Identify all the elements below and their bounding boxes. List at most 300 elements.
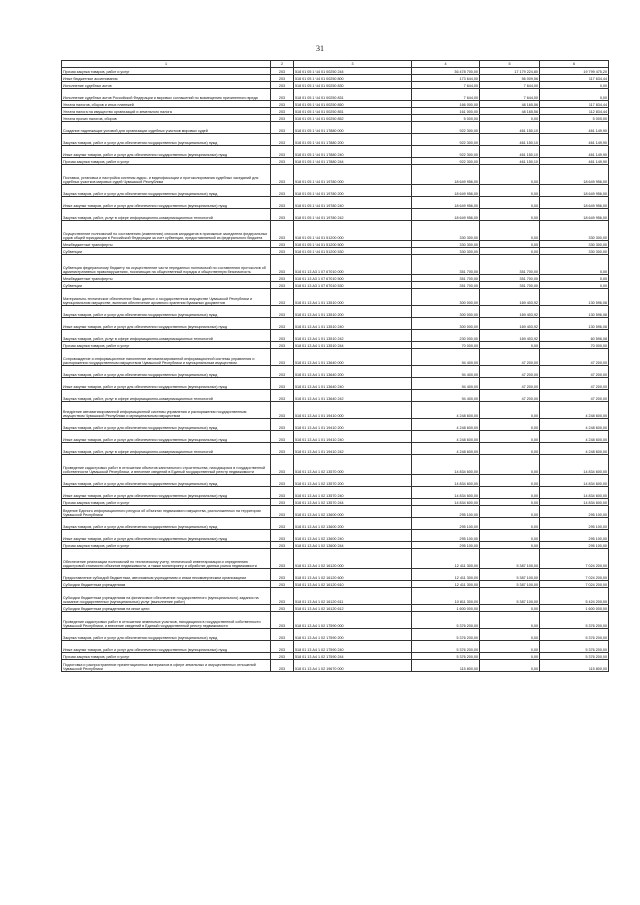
executed-amount-cell: 169 403,92	[480, 289, 540, 306]
executed-amount-cell: 0,00	[480, 612, 540, 629]
budget-code-cell: 518 01 13 А4 1 02 17590 240	[294, 641, 412, 653]
executed-amount-cell: 0,00	[480, 660, 540, 672]
approved-amount-cell: 14 834 600,00	[412, 487, 480, 499]
admin-code-cell: 203	[271, 366, 294, 378]
table-row	[62, 101, 609, 108]
admin-code-cell: 203	[271, 518, 294, 530]
executed-amount-cell: 351 700,00	[480, 255, 540, 275]
admin-code-cell: 203	[271, 581, 294, 588]
admin-code-cell: 203	[271, 282, 294, 289]
remaining-amount-cell: 5 376 200,00	[540, 641, 609, 653]
item-name-cell: Закупка товаров, работ и услуг для обеспечения государственных (муниципальных) нужд	[62, 306, 271, 318]
approved-amount-cell: 14 834 600,00	[412, 455, 480, 475]
budget-code-cell: 518 01 05 1 Ч4 01 51200 500	[294, 241, 412, 248]
budget-code-cell: 518 01 13 А4 1 02 16120 610	[294, 581, 412, 588]
remaining-amount-cell: 130 596,08	[540, 289, 609, 306]
budget-code-cell: 518 01 13 А4 1 01 19410 000	[294, 402, 412, 419]
column-header: 3	[294, 61, 412, 68]
admin-code-cell: 203	[271, 108, 294, 115]
admin-code-cell: 203	[271, 115, 294, 122]
approved-amount-cell: 36 478 700,00	[412, 68, 480, 75]
admin-code-cell: 203	[271, 487, 294, 499]
executed-amount-cell: 47 200,00	[480, 378, 540, 390]
remaining-amount-cell: 18 649 956,00	[540, 165, 609, 185]
executed-amount-cell: 0,00	[480, 241, 540, 248]
admin-code-cell: 203	[271, 443, 294, 455]
executed-amount-cell: 0,00	[480, 475, 540, 487]
budget-code-cell: 518 01 13 А4 1 01 13640 240	[294, 378, 412, 390]
item-name-cell: Закупка товаров, работ и услуг для обеспечения государственных (муниципальных) нужд	[62, 366, 271, 378]
table-row	[62, 612, 609, 629]
executed-amount-cell: 7 644,00	[480, 89, 540, 101]
remaining-amount-cell: 18 649 956,00	[540, 185, 609, 197]
budget-code-cell: 518 01 05 1 Ч4 01 00250 850	[294, 101, 412, 108]
table-row	[62, 318, 609, 330]
executed-amount-cell: 0,00	[480, 653, 540, 660]
admin-code-cell: 203	[271, 605, 294, 612]
budget-code-cell: 518 01 13 А4 1 02 17590 244	[294, 653, 412, 660]
item-name-cell: Предоставление субсидий бюджетным, автономным учреждениям и иным некоммерческим организациям	[62, 569, 271, 581]
approved-amount-cell: 922 300,00	[412, 134, 480, 146]
remaining-amount-cell: 4 248 600,00	[540, 443, 609, 455]
item-name-cell: Межбюджетные трансферты	[62, 241, 271, 248]
approved-amount-cell: 300 000,00	[412, 306, 480, 318]
remaining-amount-cell: 0,00	[540, 255, 609, 275]
budget-code-cell: 518 01 13 А4 1 02 13600 200	[294, 518, 412, 530]
table-row	[62, 248, 609, 255]
executed-amount-cell: 461 150,10	[480, 134, 540, 146]
admin-code-cell: 203	[271, 122, 294, 134]
table-row	[62, 542, 609, 549]
admin-code-cell: 203	[271, 549, 294, 569]
table-row	[62, 108, 609, 115]
executed-amount-cell: 0,00	[480, 248, 540, 255]
table-header-row	[62, 61, 609, 68]
approved-amount-cell: 295 100,00	[412, 530, 480, 542]
executed-amount-cell: 47 200,00	[480, 349, 540, 366]
approved-amount-cell: 4 248 600,00	[412, 443, 480, 455]
item-name-cell: Уплата прочих налогов, сборов	[62, 115, 271, 122]
table-row	[62, 518, 609, 530]
budget-code-cell: 518 01 13 А3 1 07 67010 000	[294, 255, 412, 275]
approved-amount-cell: 5 376 200,00	[412, 641, 480, 653]
admin-code-cell: 203	[271, 530, 294, 542]
item-name-cell: Закупка товаров, работ, услуг в сфере информационно-коммуникационных технологий	[62, 390, 271, 402]
budget-code-cell: 518 01 13 А3 1 07 67010 500	[294, 275, 412, 282]
table-row	[62, 549, 609, 569]
approved-amount-cell: 295 100,00	[412, 506, 480, 518]
approved-amount-cell: 295 100,00	[412, 542, 480, 549]
remaining-amount-cell: 461 149,90	[540, 122, 609, 134]
item-name-cell: Сопровождение и информационное наполнение автоматизированной информационной системы управления и распоряжения государственным имуществом Чувашской Республики и муниципальным имуществом	[62, 349, 271, 366]
budget-code-cell: 518 01 13 А4 1 01 13640 200	[294, 366, 412, 378]
remaining-amount-cell: 18 649 956,00	[540, 209, 609, 221]
column-header: 1	[62, 61, 271, 68]
item-name-cell: Межбюджетные трансферты	[62, 275, 271, 282]
table-row	[62, 89, 609, 101]
remaining-amount-cell: 295 100,00	[540, 518, 609, 530]
remaining-amount-cell: 461 149,90	[540, 158, 609, 165]
item-name-cell: Поставка, установка и настройка системы аудио- и видеофиксации и протоколирования судебных заседаний для судебных участков мировых судей Чувашской Республики	[62, 165, 271, 185]
admin-code-cell: 203	[271, 209, 294, 221]
remaining-amount-cell: 115 800,00	[540, 660, 609, 672]
executed-amount-cell: 0,00	[480, 209, 540, 221]
item-name-cell: Исполнение судебных актов Российской Федерации и мировых соглашений по возмещению причиненного вреда	[62, 89, 271, 101]
approved-amount-cell: 161 000,00	[412, 108, 480, 115]
executed-amount-cell: 169 403,92	[480, 318, 540, 330]
admin-code-cell: 203	[271, 342, 294, 349]
approved-amount-cell: 5 376 200,00	[412, 629, 480, 641]
column-header: 5	[480, 61, 540, 68]
approved-amount-cell: 922 300,00	[412, 146, 480, 158]
admin-code-cell: 203	[271, 165, 294, 185]
admin-code-cell: 203	[271, 660, 294, 672]
budget-code-cell: 518 01 05 1 Ч4 01 19780 242	[294, 209, 412, 221]
item-name-cell: Исполнение судебных актов	[62, 82, 271, 89]
executed-amount-cell: 0,00	[480, 115, 540, 122]
table-row	[62, 499, 609, 506]
executed-amount-cell: 0,00	[480, 431, 540, 443]
executed-amount-cell: 5 387 100,00	[480, 588, 540, 605]
remaining-amount-cell: 47 200,00	[540, 366, 609, 378]
approved-amount-cell: 14 834 600,00	[412, 499, 480, 506]
budget-code-cell: 518 01 05 1 Ч4 01 17880 000	[294, 122, 412, 134]
item-name-cell: Прочая закупка товаров, работ и услуг	[62, 542, 271, 549]
admin-code-cell: 203	[271, 588, 294, 605]
remaining-amount-cell: 4 248 600,00	[540, 402, 609, 419]
item-name-cell: Ведение Единого информационного ресурса об объектах недвижимого имущества, расположенных на территории Чувашской Республики	[62, 506, 271, 518]
admin-code-cell: 203	[271, 455, 294, 475]
item-name-cell: Закупка товаров, работ и услуг для обеспечения государственных (муниципальных) нужд	[62, 518, 271, 530]
budget-code-cell: 518 01 13 А4 1 02 13570 240	[294, 487, 412, 499]
admin-code-cell: 203	[271, 241, 294, 248]
approved-amount-cell: 922 300,00	[412, 158, 480, 165]
item-name-cell: Внедрение автоматизированной информационной системы управления и распоряжения государственным имуществом Чувашской Республики и муниципальным имуществом	[62, 402, 271, 419]
approved-amount-cell: 115 800,00	[412, 660, 480, 672]
admin-code-cell: 203	[271, 542, 294, 549]
executed-amount-cell: 351 700,00	[480, 275, 540, 282]
budget-code-cell: 518 01 13 А4 1 02 13570 200	[294, 475, 412, 487]
admin-code-cell: 203	[271, 75, 294, 82]
item-name-cell: Иные закупки товаров, работ и услуг для обеспечения государственных (муниципальных) нужд	[62, 530, 271, 542]
admin-code-cell: 203	[271, 289, 294, 306]
executed-amount-cell: 0,00	[480, 221, 540, 241]
table-row	[62, 209, 609, 221]
executed-amount-cell: 48 165,56	[480, 108, 540, 115]
budget-code-cell: 518 01 13 А4 1 02 13570 244	[294, 499, 412, 506]
executed-amount-cell: 0,00	[480, 197, 540, 209]
table-row	[62, 115, 609, 122]
admin-code-cell: 203	[271, 158, 294, 165]
admin-code-cell: 203	[271, 275, 294, 282]
table-row	[62, 431, 609, 443]
budget-code-cell: 518 01 05 1 Ч4 01 00250 244	[294, 68, 412, 75]
admin-code-cell: 203	[271, 221, 294, 241]
item-name-cell: Субсидии бюджетным учреждениям	[62, 581, 271, 588]
remaining-amount-cell: 4 248 600,00	[540, 419, 609, 431]
admin-code-cell: 203	[271, 402, 294, 419]
approved-amount-cell: 12 411 300,00	[412, 549, 480, 569]
budget-code-cell: 518 01 05 1 Ч4 01 51200 530	[294, 248, 412, 255]
approved-amount-cell: 12 411 300,00	[412, 569, 480, 581]
remaining-amount-cell: 5 424 200,00	[540, 588, 609, 605]
admin-code-cell: 203	[271, 378, 294, 390]
budget-code-cell: 518 01 05 1 Ч4 01 17880 240	[294, 146, 412, 158]
approved-amount-cell: 351 700,00	[412, 275, 480, 282]
table-row	[62, 487, 609, 499]
admin-code-cell: 203	[271, 82, 294, 89]
approved-amount-cell: 230 000,00	[412, 330, 480, 342]
item-name-cell: Закупка товаров, работ и услуг для обеспечения государственных (муниципальных) нужд	[62, 185, 271, 197]
approved-amount-cell: 70 000,00	[412, 342, 480, 349]
executed-amount-cell: 0,00	[480, 530, 540, 542]
table-row	[62, 197, 609, 209]
table-row	[62, 221, 609, 241]
approved-amount-cell: 166 000,00	[412, 101, 480, 108]
budget-code-cell: 518 01 13 А4 1 01 13640 000	[294, 349, 412, 366]
executed-amount-cell: 0,00	[480, 518, 540, 530]
table-row	[62, 402, 609, 419]
item-name-cell: Субвенции	[62, 282, 271, 289]
table-row	[62, 255, 609, 275]
budget-code-cell: 518 01 13 А4 1 02 16120 612	[294, 605, 412, 612]
executed-amount-cell: 17 179 224,80	[480, 68, 540, 75]
admin-code-cell: 203	[271, 641, 294, 653]
approved-amount-cell: 1 600 000,00	[412, 605, 480, 612]
budget-code-cell: 518 01 13 А4 1 02 16120 600	[294, 569, 412, 581]
remaining-amount-cell: 295 100,00	[540, 530, 609, 542]
table-row	[62, 605, 609, 612]
executed-amount-cell: 0,00	[480, 455, 540, 475]
item-name-cell: Иные бюджетные ассигнования	[62, 75, 271, 82]
approved-amount-cell: 5 376 200,00	[412, 612, 480, 629]
remaining-amount-cell: 7 024 200,00	[540, 549, 609, 569]
admin-code-cell: 203	[271, 306, 294, 318]
budget-code-cell: 518 01 13 А3 1 07 67010 530	[294, 282, 412, 289]
approved-amount-cell: 7 644,00	[412, 89, 480, 101]
executed-amount-cell: 0,00	[480, 342, 540, 349]
approved-amount-cell: 14 834 600,00	[412, 475, 480, 487]
budget-code-cell: 518 01 13 А4 1 01 13510 240	[294, 318, 412, 330]
table-row	[62, 390, 609, 402]
admin-code-cell: 203	[271, 89, 294, 101]
column-header: 6	[540, 61, 609, 68]
item-name-cell: Иные закупки товаров, работ и услуг для обеспечения государственных (муниципальных) нужд	[62, 378, 271, 390]
item-name-cell: Закупка товаров, работ и услуг для обеспечения государственных (муниципальных) нужд	[62, 629, 271, 641]
executed-amount-cell: 5 387 100,00	[480, 569, 540, 581]
table-row	[62, 75, 609, 82]
item-name-cell: Прочая закупка товаров, работ и услуг	[62, 342, 271, 349]
remaining-amount-cell: 7 024 200,00	[540, 569, 609, 581]
table-row	[62, 443, 609, 455]
item-name-cell: Материально-техническое обеспечение базы данных о государственном имуществе Чувашской Республики и муниципальном имуществе, включая обеспечение архивного хранения бумажных документов	[62, 289, 271, 306]
admin-code-cell: 203	[271, 653, 294, 660]
item-name-cell: Иные закупки товаров, работ и услуг для обеспечения государственных (муниципальных) нужд	[62, 431, 271, 443]
table-row	[62, 653, 609, 660]
item-name-cell: Закупка товаров, работ, услуг в сфере информационно-коммуникационных технологий	[62, 443, 271, 455]
executed-amount-cell: 0,00	[480, 506, 540, 518]
executed-amount-cell: 0,00	[480, 641, 540, 653]
remaining-amount-cell: 0,00	[540, 82, 609, 89]
table-row	[62, 289, 609, 306]
item-name-cell: Закупка товаров, работ и услуг для обеспечения государственных (муниципальных) нужд	[62, 475, 271, 487]
admin-code-cell: 203	[271, 629, 294, 641]
admin-code-cell: 203	[271, 569, 294, 581]
admin-code-cell: 203	[271, 101, 294, 108]
budget-code-cell: 518 01 13 А4 1 01 19410 242	[294, 443, 412, 455]
executed-amount-cell: 7 644,00	[480, 82, 540, 89]
item-name-cell: Иные закупки товаров, работ и услуг для обеспечения государственных (муниципальных) нужд	[62, 146, 271, 158]
remaining-amount-cell: 18 649 956,00	[540, 197, 609, 209]
table-row	[62, 419, 609, 431]
admin-code-cell: 203	[271, 134, 294, 146]
admin-code-cell: 203	[271, 349, 294, 366]
executed-amount-cell: 47 200,00	[480, 390, 540, 402]
approved-amount-cell: 94 400,00	[412, 366, 480, 378]
remaining-amount-cell: 47 200,00	[540, 378, 609, 390]
remaining-amount-cell: 0,00	[540, 89, 609, 101]
executed-amount-cell: 0,00	[480, 499, 540, 506]
approved-amount-cell: 4 248 600,00	[412, 431, 480, 443]
item-name-cell: Обеспечение реализации полномочий по техническому учету, технической инвентаризации и определению кадастровой стоимости объектов недвижимости, а также мониторингу и обработке данных рынка недвижимости	[62, 549, 271, 569]
remaining-amount-cell: 14 834 600,00	[540, 487, 609, 499]
table-row	[62, 366, 609, 378]
table-row	[62, 165, 609, 185]
remaining-amount-cell: 130 596,08	[540, 318, 609, 330]
budget-code-cell: 518 01 05 1 Ч4 01 19780 240	[294, 197, 412, 209]
executed-amount-cell: 0,00	[480, 605, 540, 612]
budget-table	[61, 60, 609, 672]
table-row	[62, 158, 609, 165]
table-row	[62, 122, 609, 134]
item-name-cell: Иные закупки товаров, работ и услуг для обеспечения государственных (муниципальных) нужд	[62, 197, 271, 209]
admin-code-cell: 203	[271, 197, 294, 209]
budget-code-cell: 518 01 13 А4 1 01 13640 242	[294, 390, 412, 402]
table-row	[62, 660, 609, 672]
remaining-amount-cell: 461 149,90	[540, 146, 609, 158]
budget-code-cell: 518 01 13 А4 1 02 17590 200	[294, 629, 412, 641]
budget-code-cell: 518 01 05 1 Ч4 01 17880 244	[294, 158, 412, 165]
budget-code-cell: 518 01 05 1 Ч4 01 00250 852	[294, 115, 412, 122]
executed-amount-cell: 0,00	[480, 402, 540, 419]
approved-amount-cell: 18 649 956,00	[412, 209, 480, 221]
approved-amount-cell: 12 411 300,00	[412, 581, 480, 588]
remaining-amount-cell: 47 200,00	[540, 349, 609, 366]
admin-code-cell: 203	[271, 68, 294, 75]
approved-amount-cell: 351 700,00	[412, 282, 480, 289]
executed-amount-cell: 0,00	[480, 185, 540, 197]
remaining-amount-cell: 14 834 600,00	[540, 455, 609, 475]
approved-amount-cell: 295 100,00	[412, 518, 480, 530]
admin-code-cell: 203	[271, 431, 294, 443]
remaining-amount-cell: 4 248 600,00	[540, 431, 609, 443]
executed-amount-cell: 461 150,10	[480, 122, 540, 134]
budget-code-cell: 518 01 13 А4 1 02 16120 611	[294, 588, 412, 605]
remaining-amount-cell: 5 376 200,00	[540, 612, 609, 629]
table-row	[62, 378, 609, 390]
budget-code-cell: 518 01 05 1 Ч4 01 00250 831	[294, 89, 412, 101]
table-row	[62, 530, 609, 542]
budget-code-cell: 518 01 13 А4 1 01 13510 000	[294, 289, 412, 306]
admin-code-cell: 203	[271, 612, 294, 629]
admin-code-cell: 203	[271, 499, 294, 506]
approved-amount-cell: 351 700,00	[412, 255, 480, 275]
item-name-cell: Субвенция федеральному бюджету на осуществление части переданных полномочий по составлению протоколов об административных правонарушениях, посягающих на общественный порядок и общественную безопасность	[62, 255, 271, 275]
table-row	[62, 581, 609, 588]
remaining-amount-cell: 5 376 200,00	[540, 629, 609, 641]
item-name-cell: Иные закупки товаров, работ и услуг для обеспечения государственных (муниципальных) нужд	[62, 487, 271, 499]
item-name-cell: Прочая закупка товаров, работ и услуг	[62, 68, 271, 75]
budget-code-cell: 518 01 13 А4 1 01 13510 200	[294, 306, 412, 318]
item-name-cell: Субсидии бюджетным учреждениям на иные цели	[62, 605, 271, 612]
table-row	[62, 185, 609, 197]
admin-code-cell: 203	[271, 255, 294, 275]
executed-amount-cell: 461 150,10	[480, 158, 540, 165]
approved-amount-cell: 300 000,00	[412, 318, 480, 330]
item-name-cell: Проведение кадастровых работ в отношении объектов капитального строительства, находящихся в государственной собственности Чувашской Республики, и внесение сведений в Единый государственный реестр недвижимости	[62, 455, 271, 475]
admin-code-cell: 203	[271, 330, 294, 342]
executed-amount-cell: 5 387 100,00	[480, 581, 540, 588]
approved-amount-cell: 7 644,00	[412, 82, 480, 89]
table-row	[62, 241, 609, 248]
remaining-amount-cell: 5 376 200,00	[540, 653, 609, 660]
item-name-cell: Закупка товаров, работ и услуг для обеспечения государственных (муниципальных) нужд	[62, 134, 271, 146]
remaining-amount-cell: 47 200,00	[540, 390, 609, 402]
executed-amount-cell: 0,00	[480, 443, 540, 455]
budget-code-cell: 518 01 13 А4 1 01 13510 242	[294, 330, 412, 342]
executed-amount-cell: 169 403,92	[480, 330, 540, 342]
approved-amount-cell: 4 248 600,00	[412, 419, 480, 431]
table-row	[62, 629, 609, 641]
remaining-amount-cell: 14 834 600,00	[540, 499, 609, 506]
approved-amount-cell: 94 400,00	[412, 390, 480, 402]
remaining-amount-cell: 330 300,00	[540, 248, 609, 255]
budget-code-cell: 518 01 13 А4 1 02 16120 000	[294, 549, 412, 569]
budget-code-cell: 518 01 13 А4 1 02 17590 000	[294, 612, 412, 629]
table-row	[62, 342, 609, 349]
approved-amount-cell: 18 649 956,00	[412, 165, 480, 185]
table-row	[62, 82, 609, 89]
budget-code-cell: 518 01 05 1 Ч4 01 00250 851	[294, 108, 412, 115]
admin-code-cell: 203	[271, 146, 294, 158]
table-row	[62, 569, 609, 581]
approved-amount-cell: 5 376 200,00	[412, 653, 480, 660]
table-row	[62, 455, 609, 475]
approved-amount-cell: 330 300,00	[412, 221, 480, 241]
remaining-amount-cell: 130 596,08	[540, 306, 609, 318]
remaining-amount-cell: 295 100,00	[540, 542, 609, 549]
item-name-cell: Субвенции	[62, 248, 271, 255]
admin-code-cell: 203	[271, 506, 294, 518]
budget-code-cell: 518 01 13 А4 1 01 19410 200	[294, 419, 412, 431]
budget-code-cell: 518 01 13 А4 1 01 13510 244	[294, 342, 412, 349]
item-name-cell: Подготовка и распространение презентационных материалов в сфере земельных и имущественных отношений Чувашской Республики	[62, 660, 271, 672]
budget-code-cell: 518 01 13 А4 1 02 19670 000	[294, 660, 412, 672]
admin-code-cell: 203	[271, 318, 294, 330]
admin-code-cell: 203	[271, 419, 294, 431]
executed-amount-cell: 56 009,56	[480, 75, 540, 82]
remaining-amount-cell: 1 600 000,00	[540, 605, 609, 612]
executed-amount-cell: 0,00	[480, 487, 540, 499]
item-name-cell: Осуществление полномочий по составлению (изменению) списков кандидатов в присяжные заседатели федеральных судов общей юрисдикции в Российской Федерации за счет субвенции, предоставляемой из федерального бюджета	[62, 221, 271, 241]
budget-code-cell: 518 01 05 1 Ч4 01 19780 200	[294, 185, 412, 197]
table-row	[62, 282, 609, 289]
approved-amount-cell: 18 649 956,00	[412, 197, 480, 209]
remaining-amount-cell: 461 149,90	[540, 134, 609, 146]
table-row	[62, 330, 609, 342]
table-row	[62, 641, 609, 653]
item-name-cell: Закупка товаров, работ, услуг в сфере информационно-коммуникационных технологий	[62, 330, 271, 342]
